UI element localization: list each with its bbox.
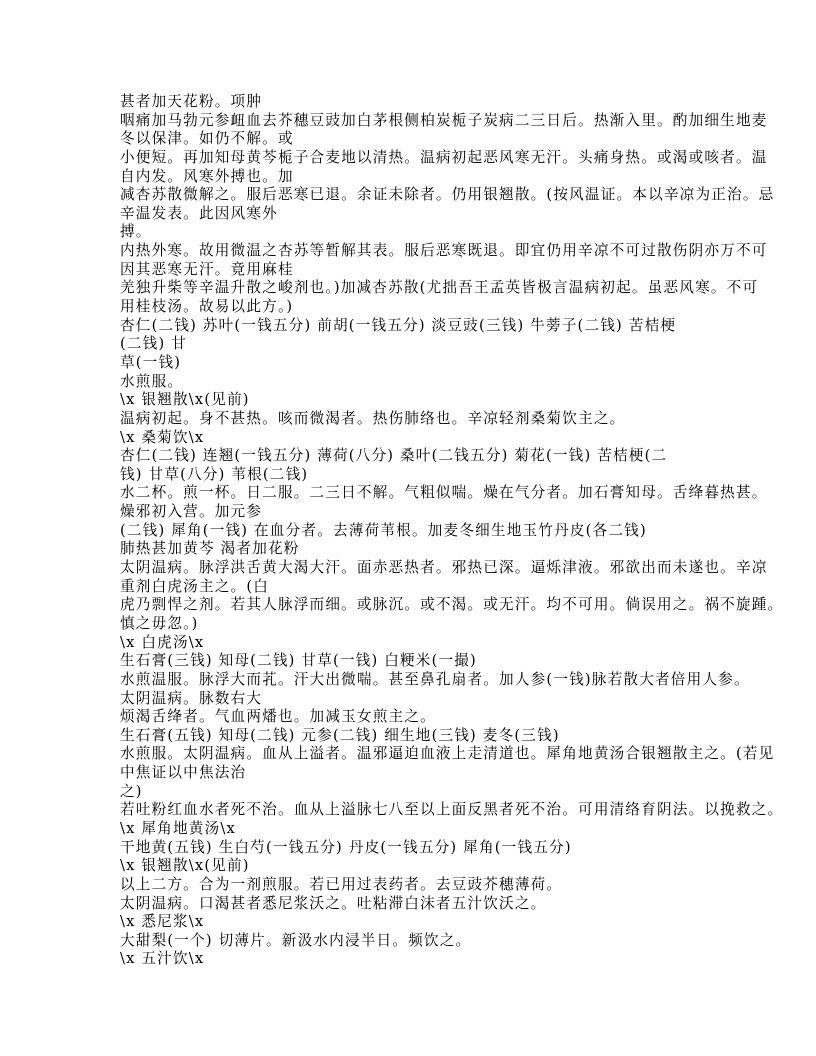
text-line: 若吐粉红血水者死不治。血从上溢脉七八至以上面反黑者死不治。可用清络育阴法。以挽救之。 xyxy=(120,801,784,819)
text-line: 冬以保津。如仍不解。或 xyxy=(120,130,294,148)
text-line: (二钱) 犀角(一钱) 在血分者。去薄荷苇根。加麦冬细生地玉竹丹皮(各二钱) xyxy=(120,521,647,539)
ingredient-line: 钱) 甘草(八分) 苇根(二钱) xyxy=(120,465,309,483)
text-line: 因其恶寒无汗。竟用麻桂 xyxy=(120,260,294,278)
text-line: 羌独升柴等辛温升散之峻剂也。)加减杏苏散(尤拙吾王孟英皆极言温病初起。虽恶风寒。不可 xyxy=(120,279,759,297)
formula-heading: \x 桑菊饮\x xyxy=(120,428,205,446)
formula-heading: \x 悉尼浆\x xyxy=(120,913,205,931)
ingredient-line: 干地黄(五钱) 生白芍(一钱五分) 丹皮(一钱五分) 犀角(一钱五分) xyxy=(120,838,572,856)
text-line: 太阴温病。口渴甚者悉尼浆沃之。吐粘滞白沫者五汁饮沃之。 xyxy=(120,894,547,912)
ingredient-line: 生石膏(三钱) 知母(二钱) 甘草(一钱) 白粳米(一撮) xyxy=(120,652,477,670)
ingredient-line: (二钱) 甘 xyxy=(120,335,188,353)
text-line: 温病初起。身不甚热。咳而微渴者。热伤肺络也。辛凉轻剂桑菊饮主之。 xyxy=(120,409,626,427)
text-line: 太阴温病。脉浮洪舌黄大渴大汗。面赤恶热者。邪热已深。逼烁津液。邪欲出而未遂也。辛凉 xyxy=(120,559,768,577)
text-line: 以上二方。合为一剂煎服。若已用过表药者。去豆豉芥穗薄荷。 xyxy=(120,875,563,893)
ingredient-line: 杏仁(二钱) 苏叶(一钱五分) 前胡(一钱五分) 淡豆豉(三钱) 牛蒡子(二钱) 苦桔梗 xyxy=(120,316,677,334)
text-line: 中焦证以中焦法治 xyxy=(120,764,247,782)
formula-heading: \x 犀角地黄汤\x xyxy=(120,819,236,837)
formula-heading: \x 银翘散\x(见前) xyxy=(120,391,250,409)
text-line: 太阴温病。脉数右大 xyxy=(120,689,263,707)
text-line: 之) xyxy=(120,782,143,800)
formula-heading: \x 五汁饮\x xyxy=(120,950,205,968)
text-line: 水煎温服。脉浮大而芤。汗大出微喘。甚至鼻孔扇者。加人参(一钱)脉若散大者倍用人参。 xyxy=(120,670,750,688)
text-line: 减杏苏散微解之。服后恶寒已退。余证未除者。仍用银翘散。(按风温证。本以辛凉为正治。忌 xyxy=(120,186,775,204)
text-line: 用桂枝汤。故易以此方。) xyxy=(120,298,294,316)
document-page xyxy=(120,93,784,969)
ingredient-line: 生石膏(五钱) 知母(二钱) 元参(二钱) 细生地(三钱) 麦冬(三钱) xyxy=(120,726,560,744)
text-line: 烦渴舌绛者。气血两燔也。加减玉女煎主之。 xyxy=(120,708,436,726)
text-line: 慎之毋忽。) xyxy=(120,614,199,632)
text-line: 小便短。再加知母黄芩栀子合麦地以清热。温病初起恶风寒无汗。头痛身热。或渴或咳者。温 xyxy=(120,148,768,166)
text-line: 自内发。风寒外搏也。加 xyxy=(120,167,294,185)
ingredient-line: 大甜梨(一个) 切薄片。新汲水内浸半日。频饮之。 xyxy=(120,931,472,949)
text-line: 搏。 xyxy=(120,223,152,241)
ingredient-line: 草(一钱) xyxy=(120,353,182,371)
text-line: 辛温发表。此因风寒外 xyxy=(120,204,278,222)
text-line: 虎乃剽悍之剂。若其人脉浮而细。或脉沉。或不渴。或无汗。均不可用。倘误用之。祸不旋踵。 xyxy=(120,596,784,614)
ingredient-line: 杏仁(二钱) 连翘(一钱五分) 薄荷(八分) 桑叶(二钱五分) 菊花(一钱) 苦桔梗(二 xyxy=(120,447,668,465)
text-line: 水煎服。 xyxy=(120,372,184,390)
formula-heading: \x 白虎汤\x xyxy=(120,633,205,651)
text-line: 水煎服。太阴温病。血从上溢者。温邪逼迫血液上走清道也。犀角地黄汤合银翘散主之。(若见 xyxy=(120,745,775,763)
text-line: 燥邪初入营。加元参 xyxy=(120,503,263,521)
formula-heading: \x 银翘散\x(见前) xyxy=(120,857,250,875)
text-line: 水二杯。煎一杯。日二服。二三日不解。气粗似喘。燥在气分者。加石膏知母。舌绛暮热甚。 xyxy=(120,484,768,502)
text-line: 甚者加天花粉。项肿 xyxy=(120,93,263,110)
text-line: 咽痛加马勃元参衄血去芥穗豆豉加白茅根侧柏炭栀子炭病二三日后。热渐入里。酌加细生地麦 xyxy=(120,111,768,129)
text-line: 重剂白虎汤主之。(白 xyxy=(120,577,270,595)
text-line: 内热外寒。故用微温之杏苏等暂解其表。服后恶寒既退。即宜仍用辛凉不可过散伤阴亦万不可 xyxy=(120,242,768,260)
text-line: 肺热甚加黄芩 渴者加花粉 xyxy=(120,540,300,558)
